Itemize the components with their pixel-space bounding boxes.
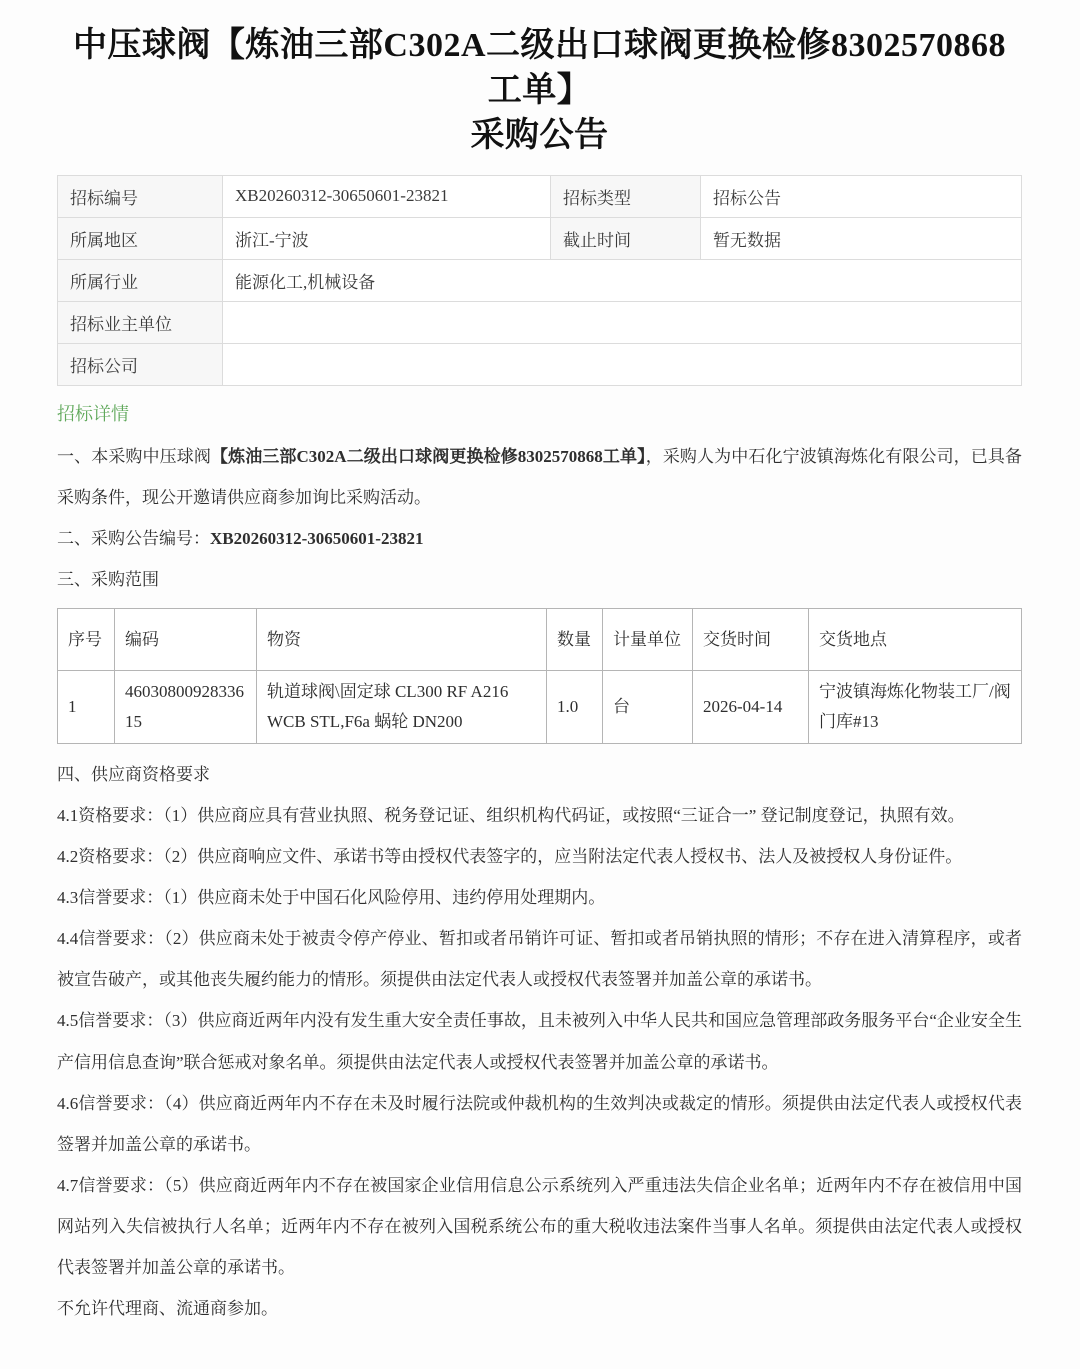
page-title-line1: 中压球阀【炼油三部C302A二级出口球阀更换检修8302570868工单】 [72, 27, 1007, 109]
procurement-scope-table [57, 608, 1022, 744]
col-header-unit: 计量单位 [603, 609, 693, 671]
table-row [58, 175, 1022, 217]
owner-value [223, 301, 1022, 343]
cell-quantity: 1.0 [547, 671, 603, 744]
industry-value: 能源化工,机械设备 [223, 259, 1022, 301]
bid-details-body [57, 436, 1022, 601]
bid-type-label: 招标类型 [551, 175, 701, 217]
col-header-seq: 序号 [58, 609, 115, 671]
table-header-row [58, 609, 1022, 671]
paragraph-text: 二、采购公告编号： [57, 528, 210, 548]
table-row [58, 301, 1022, 343]
page-title-line2: 采购公告 [470, 116, 609, 154]
region-label: 所属地区 [58, 217, 223, 259]
cell-delivery-date: 2026-04-14 [693, 671, 809, 744]
company-label: 招标公司 [58, 343, 223, 385]
paragraph-text: ，采购人为中石化宁波镇海炼化有限公司，已具备采购条件，现公开邀请供应商参加询比采购活动。 [57, 446, 1023, 507]
supplier-requirements-section [57, 754, 1022, 1330]
bid-type-value: 招标公告 [701, 175, 1022, 217]
paragraph-scope-heading: 三、采购范围 [57, 570, 159, 589]
requirement-item-4-1: 4.1资格要求：（1）供应商应具有营业执照、税务登记证、组织机构代码证，或按照“三证合一” 登记制度登记，执照有效。 [57, 805, 965, 825]
col-header-quantity: 数量 [547, 609, 603, 671]
deadline-label: 截止时间 [551, 217, 701, 259]
industry-label: 所属行业 [58, 259, 223, 301]
paragraph-text: 一、本采购中压球阀 [57, 446, 211, 466]
cell-unit: 台 [603, 671, 693, 744]
announcement-number-bold-text: XB20260312-30650601-23821 [210, 528, 424, 548]
bid-info-table [57, 175, 1022, 386]
cell-seq: 1 [58, 671, 115, 744]
deadline-value: 暂无数据 [701, 217, 1022, 259]
owner-label: 招标业主单位 [58, 301, 223, 343]
paragraph-announcement-number [57, 518, 1022, 559]
cell-material: 轨道球阀\固定球 CL300 RF A216 WCB STL,F6a 蜗轮 DN200 [257, 671, 547, 744]
requirement-item-4-2: 4.2资格要求：（2）供应商响应文件、承诺书等由授权代表签字的，应当附法定代表人授权书、法人及被授权人身份证件。 [57, 846, 963, 866]
requirement-item-4-5: 4.5信誉要求：（3）供应商近两年内没有发生重大安全责任事故，且未被列入中华人民共和国应急管理部政务服务平台“企业安全生产信用信息查询”联合惩戒对象名单。须提供由法定代表人或授权代表签署并加盖公章的承诺书。 [57, 1011, 1022, 1072]
bid-number-label: 招标编号 [58, 175, 223, 217]
col-header-delivery-place: 交货地点 [809, 609, 1022, 671]
requirement-item-4-3: 4.3信誉要求：（1）供应商未处于中国石化风险停用、违约停用处理期内。 [57, 888, 606, 907]
requirement-item-4-4: 4.4信誉要求：（2）供应商未处于被责令停产停业、暂扣或者吊销许可证、暂扣或者吊销执照的情形；不存在进入清算程序，或者被宣告破产，或其他丧失履约能力的情形。须提供由法定代表人或授权代表签署并加盖公章的承诺书。 [57, 929, 1022, 990]
cell-code: 4603080092833615 [115, 671, 257, 744]
col-header-material: 物资 [257, 609, 547, 671]
table-row [58, 259, 1022, 301]
requirement-item-4-7: 4.7信誉要求：（5）供应商近两年内不存在被国家企业信用信息公示系统列入严重违法失信企业名单；近两年内不存在被信用中国网站列入失信被执行人名单；近两年内不存在被列入国税系统公布的重大税收违法案件当事人名单。须提供由法定代表人或授权代表签署并加盖公章的承诺书。 [57, 1175, 1022, 1278]
requirement-item-4-6: 4.6信誉要求：（4）供应商近两年内不存在未及时履行法院或仲裁机构的生效判决或裁定的情形。须提供由法定代表人或授权代表签署并加盖公章的承诺书。 [57, 1093, 1022, 1154]
col-header-delivery-date: 交货时间 [693, 609, 809, 671]
cell-delivery-place: 宁波镇海炼化物装工厂/阀门库#13 [809, 671, 1022, 744]
region-value: 浙江-宁波 [223, 217, 551, 259]
col-header-code: 编码 [115, 609, 257, 671]
table-row [58, 217, 1022, 259]
page-title [57, 24, 1022, 159]
work-order-bold-text: 【炼油三部C302A二级出口球阀更换检修8302570868工单】 [210, 446, 646, 466]
table-row [58, 343, 1022, 385]
paragraph-purchase-intro [57, 436, 1022, 518]
bid-details-heading: 招标详情 [57, 403, 129, 424]
requirements-footer-note: 不允许代理商、流通商参加。 [57, 1299, 278, 1319]
table-row [58, 671, 1022, 744]
bid-number-value: XB20260312-30650601-23821 [223, 175, 551, 217]
requirements-section-heading: 四、供应商资格要求 [57, 764, 210, 784]
company-value [223, 343, 1022, 385]
